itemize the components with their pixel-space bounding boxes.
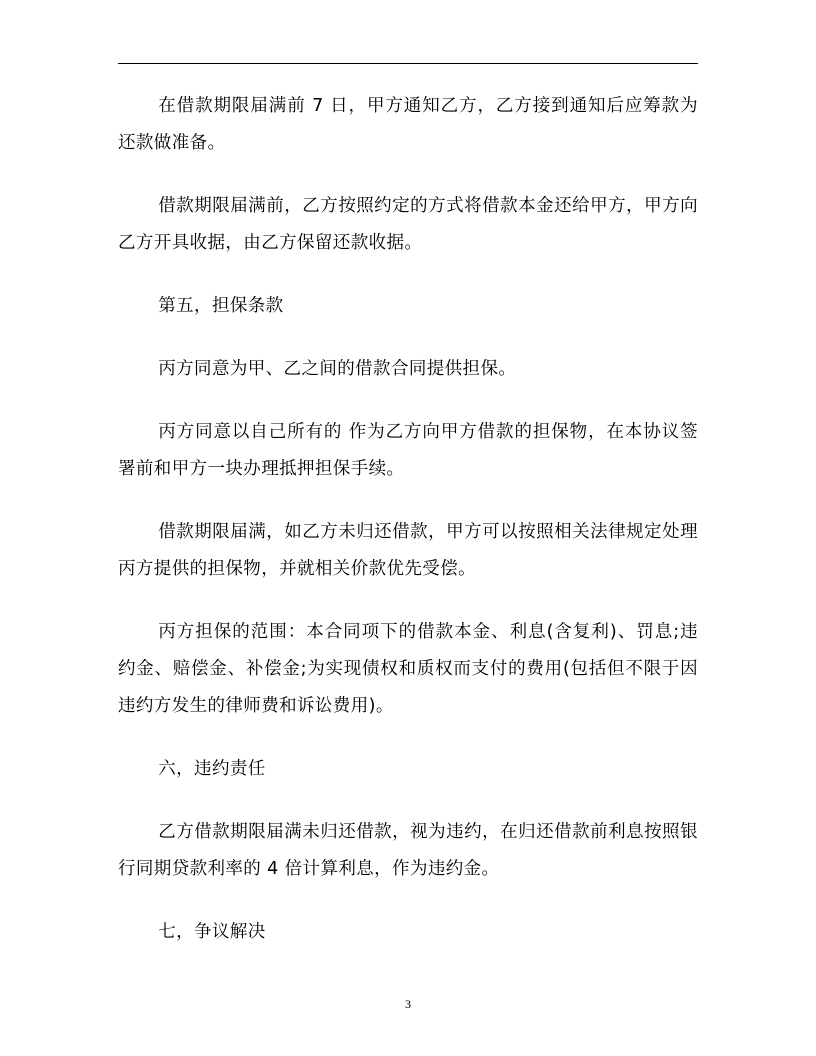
paragraph-notice: 在借款期限届满前 7 日，甲方通知乙方，乙方接到通知后应筹款为还款做准备。 xyxy=(118,96,698,153)
section-heading-breach: 六，违约责任 xyxy=(158,759,266,779)
paragraph-collateral-disposal: 借款期限届满，如乙方未归还借款，甲方可以按照相关法律规定处理丙方提供的担保物，并就相关价款优先受偿。 xyxy=(118,522,698,579)
document-body xyxy=(118,88,698,977)
header-rule xyxy=(118,63,698,64)
paragraph-guarantee-consent: 丙方同意为甲、乙之间的借款合同提供担保。 xyxy=(158,359,517,379)
section-heading-guarantee: 第五，担保条款 xyxy=(158,296,284,316)
paragraph-breach-penalty: 乙方借款期限届满未归还借款，视为违约，在归还借款前利息按照银行同期贷款利率的 4 倍计算利息，作为违约金。 xyxy=(118,822,698,879)
paragraph-guarantee-scope: 丙方担保的范围：本合同项下的借款本金、利息(含复利)、罚息;违约金、赔偿金、补偿金;为实现债权和质权而支付的费用(包括但不限于因违约方发生的律师费和诉讼费用)。 xyxy=(118,622,698,716)
paragraph-repayment: 借款期限届满前，乙方按照约定的方式将借款本金还给甲方，甲方向乙方开具收据，由乙方保留还款收据。 xyxy=(118,196,698,253)
paragraph-collateral: 丙方同意以自己所有的 作为乙方向甲方借款的担保物，在本协议签署前和甲方一块办理抵押担保手续。 xyxy=(118,422,698,479)
section-heading-dispute: 七，争议解决 xyxy=(158,922,266,942)
page-number: 3 xyxy=(405,997,411,1011)
